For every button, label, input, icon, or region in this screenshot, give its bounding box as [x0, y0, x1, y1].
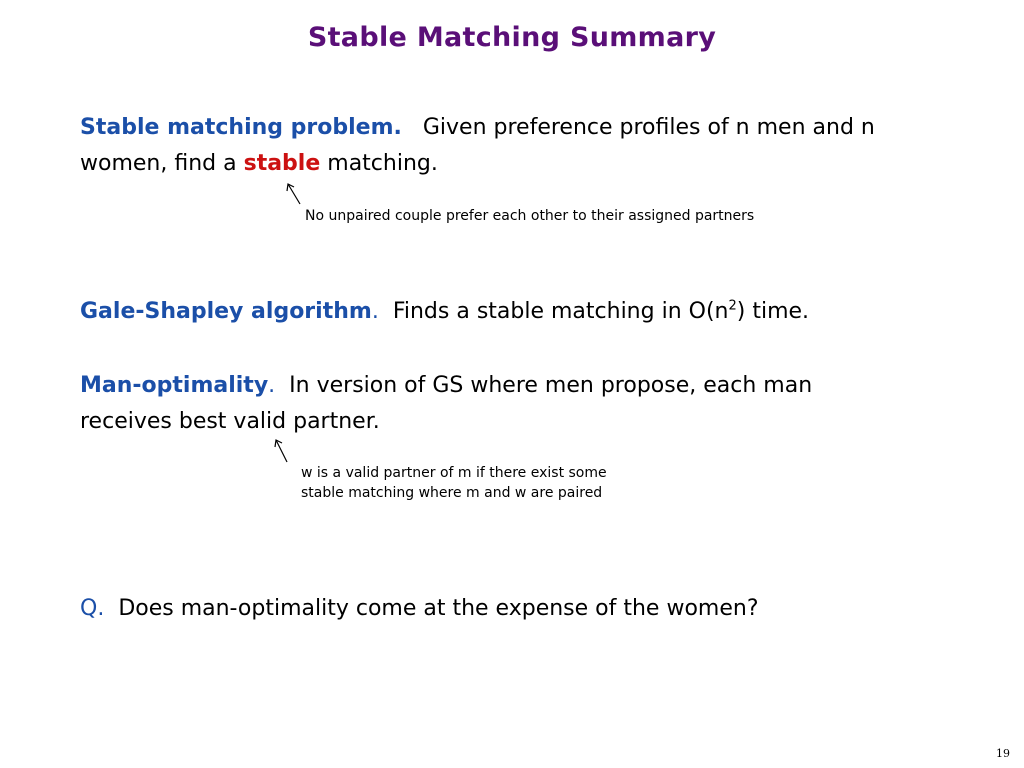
- stable-matching-text-end: matching.: [327, 151, 438, 176]
- page-number: 19: [996, 747, 1010, 760]
- gale-shapley-text-end: ) time.: [736, 299, 810, 324]
- man-optimality-term: Man-optimality: [80, 373, 269, 398]
- man-optimality-text: In version of GS where men propose, each man receives best valid partner.: [80, 373, 813, 434]
- valid-partner-note-line2: stable matching where m and w are paired: [301, 485, 603, 501]
- stable-matching-text: Given preference profiles of n men and n women, find a: [80, 115, 875, 176]
- gale-shapley-period: .: [371, 299, 379, 324]
- stable-highlight: stable: [243, 151, 321, 176]
- valid-arrow-icon: [272, 436, 292, 464]
- question-text: Does man-optimality come at the expense of the women?: [118, 596, 759, 621]
- gale-shapley-term: Gale-Shapley algorithm: [80, 299, 372, 324]
- stable-arrow-icon: [284, 180, 304, 206]
- gale-shapley-exponent: 2: [728, 298, 737, 314]
- man-optimality-paragraph: [80, 368, 880, 440]
- valid-partner-note: [301, 463, 607, 503]
- gale-shapley-paragraph: [80, 294, 960, 330]
- gale-shapley-text: Finds a stable matching in O(n: [392, 299, 729, 324]
- man-optimality-period: .: [268, 373, 276, 398]
- stable-matching-paragraph: [80, 110, 960, 182]
- question-label: Q.: [80, 596, 105, 621]
- stable-definition-note: No unpaired couple prefer each other to their assigned partners: [305, 208, 755, 224]
- question-paragraph: [80, 591, 960, 627]
- valid-partner-note-line1: w is a valid partner of m if there exist some: [301, 465, 607, 481]
- slide-title: Stable Matching Summary: [307, 22, 717, 53]
- stable-matching-term: Stable matching problem.: [80, 115, 402, 140]
